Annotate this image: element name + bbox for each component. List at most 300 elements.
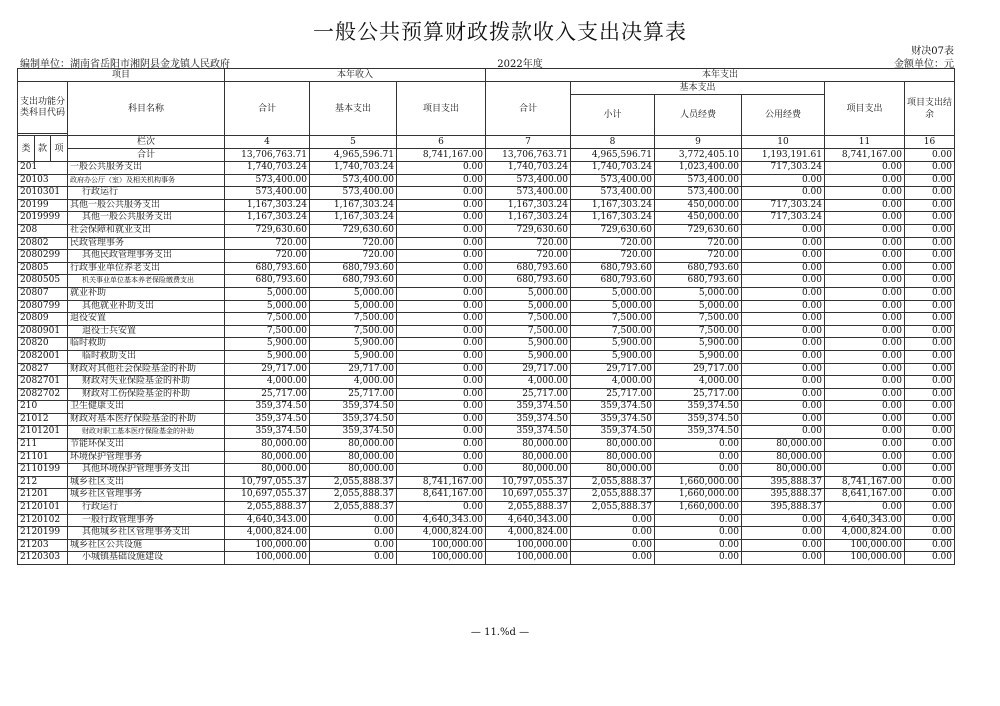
row-value: 0.00 bbox=[825, 439, 905, 452]
row-value: 359,374.50 bbox=[571, 401, 655, 414]
row-code: 20827 bbox=[18, 363, 68, 376]
row-value: 0.00 bbox=[905, 162, 955, 175]
header-func-code: 支出功能分类科目代码 bbox=[18, 82, 68, 134]
row-value: 8,741,167.00 bbox=[825, 476, 905, 489]
row-value: 0.00 bbox=[742, 287, 825, 300]
row-value: 0.00 bbox=[742, 174, 825, 187]
table-row bbox=[18, 376, 955, 389]
row-value: 100,000.00 bbox=[825, 539, 905, 552]
row-value: 100,000.00 bbox=[397, 552, 486, 565]
col-no-16: 16 bbox=[905, 136, 955, 149]
row-subject-name: 节能环保支出 bbox=[68, 439, 225, 452]
table-row bbox=[18, 262, 955, 275]
row-value: 1,167,303.24 bbox=[571, 212, 655, 225]
row-value: 4,000.00 bbox=[310, 376, 397, 389]
row-value: 720.00 bbox=[655, 250, 742, 263]
row-value: 359,374.50 bbox=[486, 401, 571, 414]
row-value: 5,000.00 bbox=[310, 300, 397, 313]
row-subject-name: 其他一般公共服务支出 bbox=[68, 212, 225, 225]
row-subject-name: 机关事业单位基本养老保险缴费支出 bbox=[68, 275, 225, 288]
table-row bbox=[18, 237, 955, 250]
row-subject-name: 卫生健康支出 bbox=[68, 401, 225, 414]
header-public: 公用经费 bbox=[742, 95, 825, 136]
row-value: 2,055,888.37 bbox=[571, 476, 655, 489]
table-row bbox=[18, 162, 955, 175]
row-subject-name: 退役士兵安置 bbox=[68, 325, 225, 338]
header-balance: 项目支出结余 bbox=[905, 82, 955, 136]
table-row bbox=[18, 287, 955, 300]
row-value: 5,000.00 bbox=[655, 300, 742, 313]
row-subject-name: 财政对职工基本医疗保险基金的补助 bbox=[68, 426, 225, 439]
row-value: 1,740,703.24 bbox=[486, 162, 571, 175]
row-value: 100,000.00 bbox=[225, 539, 310, 552]
row-subject-name: 财政对其他社会保险基金的补助 bbox=[68, 363, 225, 376]
row-value: 10,697,055.37 bbox=[486, 489, 571, 502]
budget-table bbox=[17, 68, 955, 565]
row-value: 5,000.00 bbox=[486, 300, 571, 313]
row-value: 4,000.00 bbox=[655, 376, 742, 389]
row-value: 0.00 bbox=[905, 451, 955, 464]
row-value: 0.00 bbox=[397, 162, 486, 175]
row-subject-name: 城乡社区公共设施 bbox=[68, 539, 225, 552]
row-value: 0.00 bbox=[905, 388, 955, 401]
row-value: 1,660,000.00 bbox=[655, 502, 742, 515]
row-value: 0.00 bbox=[905, 174, 955, 187]
row-value: 0.00 bbox=[905, 464, 955, 477]
header-expense-total: 合计 bbox=[486, 82, 571, 136]
row-value: 0.00 bbox=[905, 527, 955, 540]
row-subject-name: 其他环境保护管理事务支出 bbox=[68, 464, 225, 477]
row-value: 680,793.60 bbox=[225, 262, 310, 275]
row-value: 0.00 bbox=[905, 325, 955, 338]
row-subject-name: 环境保护管理事务 bbox=[68, 451, 225, 464]
row-value: 29,717.00 bbox=[486, 363, 571, 376]
row-value: 0.00 bbox=[825, 287, 905, 300]
row-value: 0.00 bbox=[397, 212, 486, 225]
row-code: 2120199 bbox=[18, 527, 68, 540]
row-subject-name: 行政事业单位养老支出 bbox=[68, 262, 225, 275]
row-value: 0.00 bbox=[742, 275, 825, 288]
row-value: 0.00 bbox=[397, 237, 486, 250]
row-value: 0.00 bbox=[825, 426, 905, 439]
row-value: 0.00 bbox=[655, 514, 742, 527]
row-value: 0.00 bbox=[825, 376, 905, 389]
table-row bbox=[18, 413, 955, 426]
row-subject-name: 一般行政管理事务 bbox=[68, 514, 225, 527]
row-value: 25,717.00 bbox=[486, 388, 571, 401]
row-value: 680,793.60 bbox=[310, 275, 397, 288]
row-code: 2080299 bbox=[18, 250, 68, 263]
row-value: 1,740,703.24 bbox=[571, 162, 655, 175]
row-value: 4,640,343.00 bbox=[486, 514, 571, 527]
table-row bbox=[18, 187, 955, 200]
row-value: 0.00 bbox=[397, 187, 486, 200]
row-value: 1,167,303.24 bbox=[571, 199, 655, 212]
row-value: 573,400.00 bbox=[225, 174, 310, 187]
row-value: 5,900.00 bbox=[655, 338, 742, 351]
row-subject-name: 政府办公厅（室）及相关机构事务 bbox=[68, 174, 225, 187]
row-value: 359,374.50 bbox=[225, 426, 310, 439]
row-value: 0.00 bbox=[742, 300, 825, 313]
row-value: 0.00 bbox=[397, 401, 486, 414]
row-value: 0.00 bbox=[571, 539, 655, 552]
row-value: 5,900.00 bbox=[486, 338, 571, 351]
header-income: 本年收入 bbox=[225, 69, 486, 82]
row-value: 573,400.00 bbox=[655, 174, 742, 187]
row-value: 729,630.60 bbox=[655, 224, 742, 237]
row-value: 80,000.00 bbox=[225, 464, 310, 477]
row-value: 0.00 bbox=[397, 388, 486, 401]
row-value: 0.00 bbox=[905, 502, 955, 515]
row-value: 0.00 bbox=[825, 313, 905, 326]
row-value: 0.00 bbox=[655, 527, 742, 540]
row-value: 0.00 bbox=[397, 363, 486, 376]
row-value: 0.00 bbox=[825, 413, 905, 426]
row-value: 0.00 bbox=[905, 199, 955, 212]
row-value: 8,641,167.00 bbox=[825, 489, 905, 502]
table-row bbox=[18, 439, 955, 452]
row-subject-name: 退役安置 bbox=[68, 313, 225, 326]
row-value: 680,793.60 bbox=[225, 275, 310, 288]
table-row bbox=[18, 489, 955, 502]
table-row bbox=[18, 502, 955, 515]
row-value: 8,641,167.00 bbox=[397, 489, 486, 502]
row-value: 0.00 bbox=[397, 464, 486, 477]
row-value: 5,900.00 bbox=[655, 350, 742, 363]
row-value: 4,000.00 bbox=[571, 376, 655, 389]
row-value: 7,500.00 bbox=[486, 313, 571, 326]
row-value: 1,167,303.24 bbox=[225, 199, 310, 212]
row-value: 0.00 bbox=[825, 187, 905, 200]
form-number: 财决07表 bbox=[911, 46, 954, 57]
row-value: 0.00 bbox=[742, 250, 825, 263]
total-cell: 8,741,167.00 bbox=[397, 149, 486, 162]
row-value: 0.00 bbox=[905, 376, 955, 389]
money-unit: 金额单位：元 bbox=[894, 59, 954, 70]
row-value: 359,374.50 bbox=[571, 426, 655, 439]
row-subject-name: 财政对基本医疗保险基金的补助 bbox=[68, 413, 225, 426]
row-subject-name: 其他一般公共服务支出 bbox=[68, 199, 225, 212]
row-value: 29,717.00 bbox=[655, 363, 742, 376]
row-value: 25,717.00 bbox=[655, 388, 742, 401]
row-value: 0.00 bbox=[742, 376, 825, 389]
row-value: 0.00 bbox=[397, 313, 486, 326]
table-row bbox=[18, 338, 955, 351]
row-code: 20807 bbox=[18, 287, 68, 300]
row-value: 0.00 bbox=[571, 527, 655, 540]
row-value: 0.00 bbox=[397, 338, 486, 351]
row-value: 0.00 bbox=[742, 187, 825, 200]
row-value: 5,000.00 bbox=[571, 287, 655, 300]
row-value: 80,000.00 bbox=[742, 464, 825, 477]
row-value: 5,900.00 bbox=[571, 350, 655, 363]
row-value: 0.00 bbox=[742, 363, 825, 376]
row-value: 680,793.60 bbox=[310, 262, 397, 275]
table-row bbox=[18, 224, 955, 237]
row-value: 25,717.00 bbox=[571, 388, 655, 401]
table-row bbox=[18, 174, 955, 187]
row-value: 4,640,343.00 bbox=[825, 514, 905, 527]
row-subject-name: 行政运行 bbox=[68, 187, 225, 200]
row-value: 395,888.37 bbox=[742, 476, 825, 489]
row-value: 10,697,055.37 bbox=[225, 489, 310, 502]
row-value: 5,000.00 bbox=[310, 287, 397, 300]
row-value: 80,000.00 bbox=[310, 439, 397, 452]
header-expense-basic: 基本支出 bbox=[571, 82, 825, 95]
row-value: 0.00 bbox=[310, 552, 397, 565]
header-xiang: 项 bbox=[51, 136, 68, 162]
row-value: 2,055,888.37 bbox=[571, 502, 655, 515]
row-value: 80,000.00 bbox=[486, 464, 571, 477]
header-lanci: 栏次 bbox=[68, 136, 225, 149]
col-no-4: 4 bbox=[225, 136, 310, 149]
row-value: 0.00 bbox=[397, 275, 486, 288]
row-subject-name: 临时救助支出 bbox=[68, 350, 225, 363]
row-code: 2082001 bbox=[18, 350, 68, 363]
row-value: 100,000.00 bbox=[825, 552, 905, 565]
row-value: 720.00 bbox=[225, 250, 310, 263]
row-code: 210 bbox=[18, 401, 68, 414]
page-title: 一般公共预算财政拨款收入支出决算表 bbox=[313, 20, 687, 44]
row-subject-name: 社会保障和就业支出 bbox=[68, 224, 225, 237]
row-value: 4,000,824.00 bbox=[225, 527, 310, 540]
row-subject-name: 民政管理事务 bbox=[68, 237, 225, 250]
row-value: 80,000.00 bbox=[571, 464, 655, 477]
row-value: 0.00 bbox=[397, 413, 486, 426]
table-row bbox=[18, 464, 955, 477]
row-value: 0.00 bbox=[825, 451, 905, 464]
row-value: 680,793.60 bbox=[571, 275, 655, 288]
row-code: 2082701 bbox=[18, 376, 68, 389]
row-value: 0.00 bbox=[397, 224, 486, 237]
table-row bbox=[18, 476, 955, 489]
row-value: 0.00 bbox=[397, 262, 486, 275]
row-value: 7,500.00 bbox=[225, 325, 310, 338]
row-value: 0.00 bbox=[742, 262, 825, 275]
row-value: 0.00 bbox=[905, 287, 955, 300]
row-value: 0.00 bbox=[742, 527, 825, 540]
row-subject-name: 财政对工伤保险基金的补助 bbox=[68, 388, 225, 401]
row-value: 5,000.00 bbox=[655, 287, 742, 300]
row-value: 0.00 bbox=[742, 313, 825, 326]
row-value: 5,000.00 bbox=[571, 300, 655, 313]
row-value: 0.00 bbox=[742, 325, 825, 338]
row-value: 0.00 bbox=[905, 426, 955, 439]
row-code: 21203 bbox=[18, 539, 68, 552]
row-value: 100,000.00 bbox=[486, 539, 571, 552]
row-subject-name: 就业补助 bbox=[68, 287, 225, 300]
row-code: 2010301 bbox=[18, 187, 68, 200]
row-value: 0.00 bbox=[905, 275, 955, 288]
row-value: 5,900.00 bbox=[225, 338, 310, 351]
row-value: 80,000.00 bbox=[742, 439, 825, 452]
col-no-8: 8 bbox=[571, 136, 655, 149]
row-value: 395,888.37 bbox=[742, 502, 825, 515]
row-value: 680,793.60 bbox=[486, 262, 571, 275]
row-code: 2082702 bbox=[18, 388, 68, 401]
row-value: 2,055,888.37 bbox=[225, 502, 310, 515]
row-value: 29,717.00 bbox=[310, 363, 397, 376]
row-code: 21101 bbox=[18, 451, 68, 464]
row-value: 1,023,400.00 bbox=[655, 162, 742, 175]
row-value: 680,793.60 bbox=[655, 262, 742, 275]
row-value: 450,000.00 bbox=[655, 212, 742, 225]
row-value: 5,000.00 bbox=[486, 287, 571, 300]
row-value: 729,630.60 bbox=[571, 224, 655, 237]
header-subtotal: 小计 bbox=[571, 95, 655, 136]
row-code: 21201 bbox=[18, 489, 68, 502]
header-income-total: 合计 bbox=[225, 82, 310, 136]
row-value: 359,374.50 bbox=[655, 413, 742, 426]
row-value: 0.00 bbox=[825, 237, 905, 250]
header-kuan: 款 bbox=[35, 136, 51, 162]
table-row bbox=[18, 212, 955, 225]
row-value: 7,500.00 bbox=[655, 325, 742, 338]
row-value: 0.00 bbox=[825, 464, 905, 477]
row-value: 359,374.50 bbox=[225, 401, 310, 414]
table-row bbox=[18, 363, 955, 376]
row-value: 4,000.00 bbox=[486, 376, 571, 389]
total-cell: 8,741,167.00 bbox=[825, 149, 905, 162]
row-value: 573,400.00 bbox=[225, 187, 310, 200]
row-value: 729,630.60 bbox=[310, 224, 397, 237]
row-value: 0.00 bbox=[397, 451, 486, 464]
row-code: 20820 bbox=[18, 338, 68, 351]
row-value: 100,000.00 bbox=[486, 552, 571, 565]
row-value: 7,500.00 bbox=[225, 313, 310, 326]
row-value: 0.00 bbox=[905, 363, 955, 376]
table-row bbox=[18, 313, 955, 326]
row-value: 5,900.00 bbox=[310, 338, 397, 351]
row-value: 1,660,000.00 bbox=[655, 489, 742, 502]
row-value: 0.00 bbox=[742, 237, 825, 250]
row-code: 2080505 bbox=[18, 275, 68, 288]
col-no-9: 9 bbox=[655, 136, 742, 149]
row-value: 720.00 bbox=[310, 250, 397, 263]
col-no-6: 6 bbox=[397, 136, 486, 149]
row-value: 100,000.00 bbox=[225, 552, 310, 565]
row-value: 0.00 bbox=[905, 187, 955, 200]
row-value: 5,000.00 bbox=[225, 287, 310, 300]
row-value: 0.00 bbox=[905, 552, 955, 565]
row-value: 0.00 bbox=[825, 275, 905, 288]
row-code: 20103 bbox=[18, 174, 68, 187]
row-value: 4,000.00 bbox=[225, 376, 310, 389]
row-value: 1,740,703.24 bbox=[225, 162, 310, 175]
row-value: 0.00 bbox=[825, 162, 905, 175]
row-value: 0.00 bbox=[310, 539, 397, 552]
row-value: 2,055,888.37 bbox=[486, 502, 571, 515]
header-expense: 本年支出 bbox=[486, 69, 955, 82]
table-row bbox=[18, 350, 955, 363]
row-value: 0.00 bbox=[905, 489, 955, 502]
row-subject-name: 城乡社区管理事务 bbox=[68, 489, 225, 502]
compiling-unit: 编制单位：湖南省岳阳市湘阴县金龙镇人民政府 bbox=[20, 59, 230, 70]
row-subject-name: 其他民政管理事务支出 bbox=[68, 250, 225, 263]
row-value: 80,000.00 bbox=[571, 439, 655, 452]
row-value: 0.00 bbox=[825, 300, 905, 313]
row-value: 80,000.00 bbox=[571, 451, 655, 464]
row-code: 2120303 bbox=[18, 552, 68, 565]
row-value: 0.00 bbox=[655, 552, 742, 565]
row-value: 0.00 bbox=[905, 212, 955, 225]
row-value: 0.00 bbox=[571, 552, 655, 565]
row-value: 720.00 bbox=[571, 237, 655, 250]
row-value: 0.00 bbox=[397, 287, 486, 300]
row-value: 0.00 bbox=[742, 413, 825, 426]
row-value: 0.00 bbox=[742, 514, 825, 527]
row-value: 80,000.00 bbox=[310, 451, 397, 464]
row-value: 0.00 bbox=[825, 502, 905, 515]
row-value: 0.00 bbox=[905, 237, 955, 250]
row-value: 0.00 bbox=[397, 300, 486, 313]
page-number: — 11.%d — bbox=[470, 627, 530, 638]
row-value: 0.00 bbox=[825, 212, 905, 225]
row-value: 0.00 bbox=[397, 174, 486, 187]
row-value: 0.00 bbox=[905, 539, 955, 552]
row-value: 0.00 bbox=[905, 338, 955, 351]
total-cell: 13,706,763.71 bbox=[486, 149, 571, 162]
row-value: 720.00 bbox=[486, 250, 571, 263]
row-value: 0.00 bbox=[742, 350, 825, 363]
total-cell: 3,772,405.10 bbox=[655, 149, 742, 162]
row-value: 0.00 bbox=[397, 325, 486, 338]
row-code: 211 bbox=[18, 439, 68, 452]
row-value: 0.00 bbox=[742, 338, 825, 351]
row-value: 0.00 bbox=[571, 514, 655, 527]
row-value: 1,740,703.24 bbox=[310, 162, 397, 175]
row-value: 2,055,888.37 bbox=[310, 476, 397, 489]
row-value: 0.00 bbox=[825, 350, 905, 363]
row-value: 80,000.00 bbox=[486, 451, 571, 464]
row-code: 20802 bbox=[18, 237, 68, 250]
row-value: 80,000.00 bbox=[225, 439, 310, 452]
row-code: 2101201 bbox=[18, 426, 68, 439]
row-code: 2110199 bbox=[18, 464, 68, 477]
row-value: 4,000,824.00 bbox=[825, 527, 905, 540]
row-value: 0.00 bbox=[397, 250, 486, 263]
row-value: 7,500.00 bbox=[655, 313, 742, 326]
row-code: 21012 bbox=[18, 413, 68, 426]
row-value: 573,400.00 bbox=[486, 187, 571, 200]
row-value: 359,374.50 bbox=[571, 413, 655, 426]
header-income-project: 项目支出 bbox=[397, 82, 486, 136]
table-row bbox=[18, 199, 955, 212]
row-value: 10,797,055.37 bbox=[486, 476, 571, 489]
row-value: 1,167,303.24 bbox=[486, 199, 571, 212]
header-expense-project: 项目支出 bbox=[825, 82, 905, 136]
row-value: 359,374.50 bbox=[655, 401, 742, 414]
total-cell: 4,965,596.71 bbox=[310, 149, 397, 162]
row-value: 1,167,303.24 bbox=[225, 212, 310, 225]
row-value: 80,000.00 bbox=[225, 451, 310, 464]
row-value: 0.00 bbox=[655, 464, 742, 477]
col-no-7: 7 bbox=[486, 136, 571, 149]
row-value: 100,000.00 bbox=[397, 539, 486, 552]
row-subject-name: 临时救助 bbox=[68, 338, 225, 351]
total-cell: 13,706,763.71 bbox=[225, 149, 310, 162]
row-value: 1,167,303.24 bbox=[486, 212, 571, 225]
row-value: 8,741,167.00 bbox=[397, 476, 486, 489]
row-value: 359,374.50 bbox=[310, 413, 397, 426]
row-code: 208 bbox=[18, 224, 68, 237]
row-value: 0.00 bbox=[905, 439, 955, 452]
row-subject-name: 一般公共服务支出 bbox=[68, 162, 225, 175]
row-value: 29,717.00 bbox=[571, 363, 655, 376]
row-value: 359,374.50 bbox=[486, 413, 571, 426]
row-value: 729,630.60 bbox=[486, 224, 571, 237]
row-value: 25,717.00 bbox=[310, 388, 397, 401]
